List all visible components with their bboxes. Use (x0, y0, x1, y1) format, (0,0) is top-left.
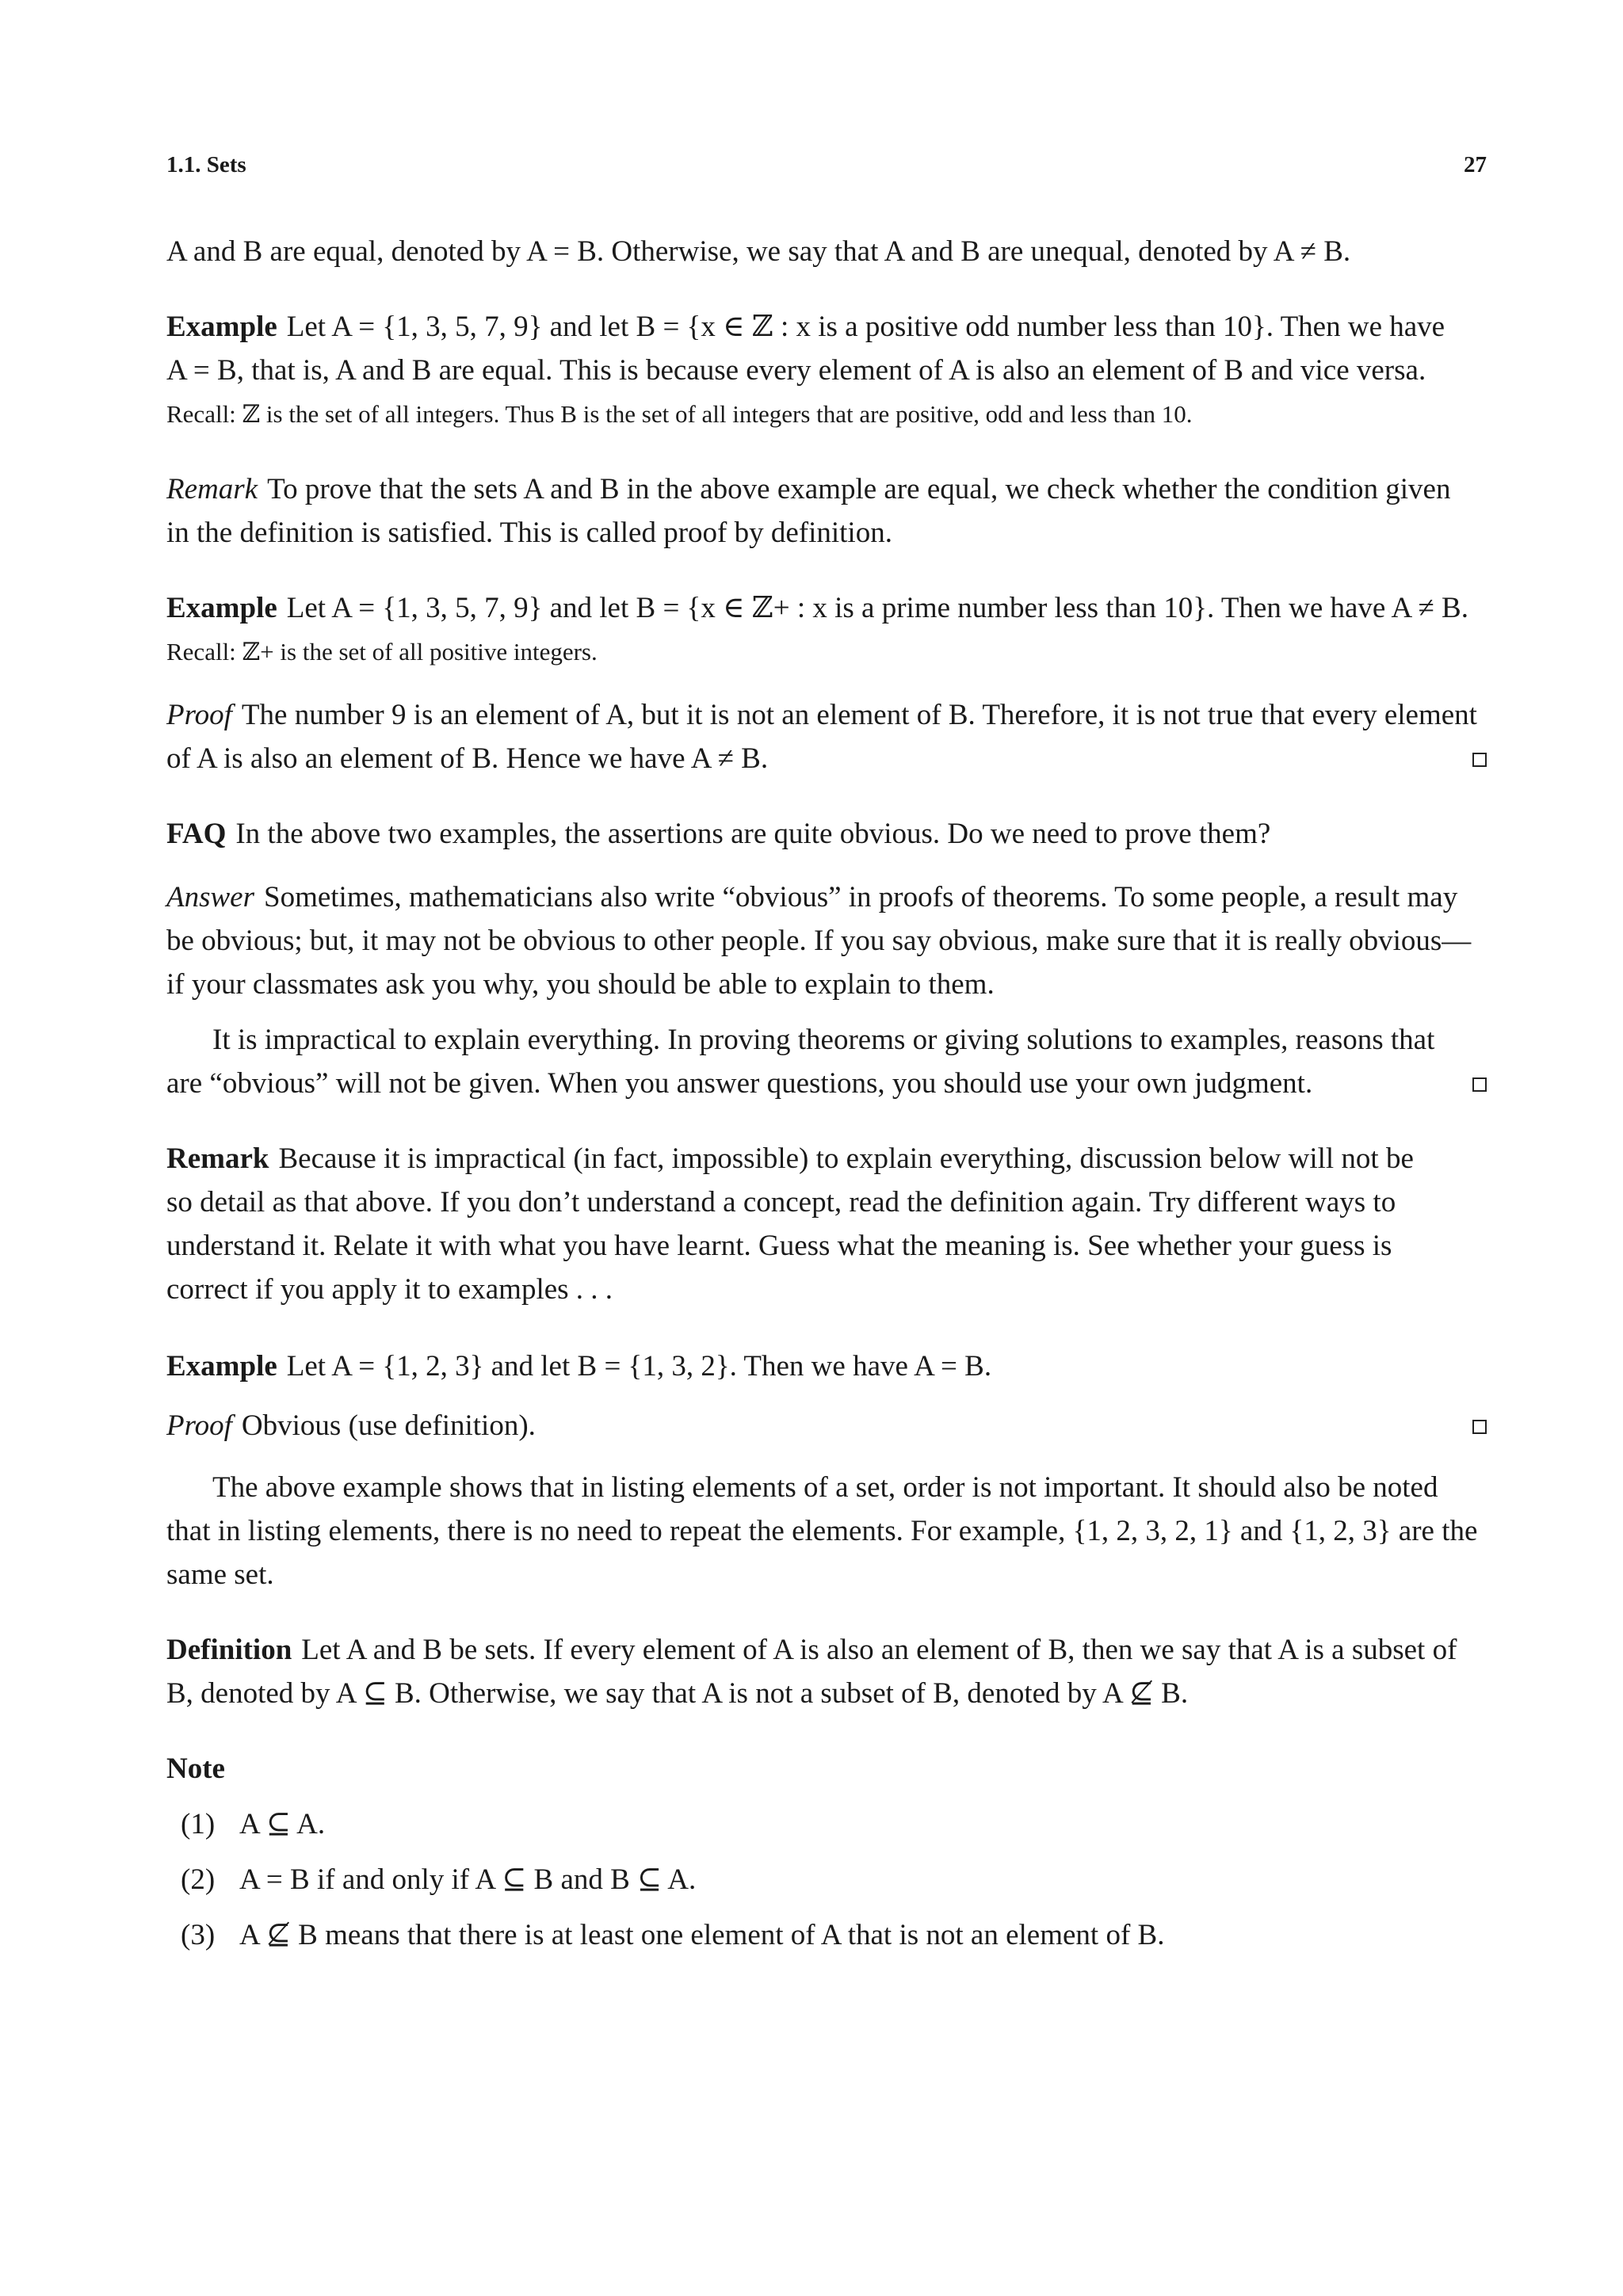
answer-line-3 (166, 963, 1487, 1006)
text-line: in the definition is satisfied. This is called proof by definition. (166, 517, 892, 549)
order-paragraph-line-2 (166, 1509, 1487, 1553)
text-line: understand it. Relate it with what you have learnt. Guess what the meaning is. See whether your guess is (166, 1230, 1392, 1262)
remark-2-line-3 (166, 1224, 1487, 1268)
running-head (166, 152, 1487, 184)
text-line: Obvious (use definition). (241, 1409, 536, 1442)
text-line: of A is also an element of B. Hence we have A ≠ B. (166, 742, 769, 775)
text-line: Let A = {1, 3, 5, 7, 9} and let B = {x ∈ ℤ+ : x is a prime number less than 10}. Then we have A ≠ B. (286, 592, 1468, 624)
page-number: 27 (1464, 152, 1487, 177)
faq (166, 812, 1487, 856)
text-line: same set. (166, 1558, 274, 1591)
note-item (181, 1913, 1164, 1957)
example-label: Example (166, 1350, 277, 1383)
example-label: Example (166, 311, 277, 343)
text-line: In the above two examples, the assertions are quite obvious. Do we need to prove them? (235, 818, 1271, 850)
example-2-recall (166, 630, 1487, 673)
answer (166, 875, 1487, 919)
remark-2-line-4 (166, 1268, 1487, 1311)
remark-2 (166, 1137, 1487, 1180)
note-text: A ⊆ A. (239, 1808, 326, 1840)
recall-note: Recall: ℤ is the set of all integers. Thus B is the set of all integers that are positive, odd and less than 10. (166, 400, 1193, 428)
proof-label: Proof (166, 699, 232, 731)
text-line: Let A = {1, 3, 5, 7, 9} and let B = {x ∈ ℤ : x is a positive odd number less than 10}. Then we have (286, 311, 1445, 343)
text-line: are “obvious” will not be given. When you answer questions, you should use your own judgment. (166, 1067, 1313, 1100)
order-paragraph (166, 1466, 1487, 1509)
text-line: correct if you apply it to examples . . . (166, 1273, 613, 1306)
text-line: Let A = {1, 2, 3} and let B = {1, 3, 2}. Then we have A = B. (286, 1350, 992, 1383)
note-item (181, 1858, 696, 1901)
text-line: Because it is impractical (in fact, impossible) to explain everything, discussion below will not be (278, 1142, 1414, 1175)
remark-label: Remark (166, 1142, 269, 1175)
equality-definition-end (166, 230, 1487, 273)
answer-line-5 (166, 1062, 1487, 1105)
text-line: be obvious; but, it may not be obvious to other people. If you say obvious, make sure that it is really obvious— (166, 925, 1472, 957)
example-1 (166, 305, 1487, 349)
text-line: It is impractical to explain everything. In proving theorems or giving solutions to examples, reasons that (212, 1024, 1435, 1056)
text-line: The number 9 is an element of A, but it is not an element of B. Therefore, it is not true that every element (241, 699, 1477, 731)
remark-label: Remark (166, 473, 258, 505)
text-line: The above example shows that in listing elements of a set, order is not important. It should also be noted (212, 1471, 1438, 1504)
answer-line-4 (166, 1018, 1487, 1062)
note-text: A = B if and only if A ⊆ B and B ⊆ A. (239, 1863, 697, 1896)
proof-label: Proof (166, 1409, 232, 1442)
answer-line-2 (166, 919, 1487, 963)
note-item (181, 1802, 325, 1846)
text-line: B, denoted by A ⊆ B. Otherwise, we say that A is not a subset of B, denoted by A ⊈ B. (166, 1677, 1189, 1710)
note-number: (1) (181, 1808, 216, 1840)
proof-1 (166, 693, 1487, 737)
qed-square-icon (1472, 1077, 1487, 1092)
text-line: Sometimes, mathematicians also write “obvious” in proofs of theorems. To some people, a result may (264, 881, 1458, 913)
qed-square-icon (1472, 753, 1487, 767)
text-line: if your classmates ask you why, you should be able to explain to them. (166, 968, 995, 1001)
remark-2-line-2 (166, 1180, 1487, 1224)
subset-definition (166, 1628, 1487, 1672)
proof-2 (166, 1404, 1487, 1447)
definition-label: Definition (166, 1634, 292, 1666)
example-3 (166, 1344, 1487, 1388)
example-label: Example (166, 592, 277, 624)
section-title: 1.1. Sets (166, 152, 246, 177)
text-line: so detail as that above. If you don’t understand a concept, read the definition again. Try different ways to (166, 1186, 1396, 1219)
proof-1-line-2 (166, 737, 1487, 780)
text-line: Let A and B be sets. If every element of A is also an element of B, then we say that A is a subset of (301, 1634, 1457, 1666)
answer-label: Answer (166, 881, 254, 913)
order-paragraph-line-3 (166, 1553, 1487, 1596)
note-heading (166, 1747, 1487, 1791)
subset-definition-line-2 (166, 1672, 1487, 1715)
faq-label: FAQ (166, 818, 227, 850)
qed-square-icon (1472, 1420, 1487, 1434)
text-line: A = B, that is, A and B are equal. This is because every element of A is also an element of B and vice versa. (166, 354, 1426, 387)
note-number: (2) (181, 1863, 216, 1896)
recall-note: Recall: ℤ+ is the set of all positive integers. (166, 638, 598, 666)
example-1-line-2 (166, 349, 1487, 392)
note-text: A ⊈ B means that there is at least one element of A that is not an element of B. (239, 1919, 1165, 1951)
text-line: A and B are equal, denoted by A = B. Otherwise, we say that A and B are unequal, denoted by A ≠ B. (166, 235, 1351, 268)
remark-1 (166, 467, 1487, 511)
example-1-recall (166, 392, 1487, 436)
note-number: (3) (181, 1919, 216, 1951)
text-line: To prove that the sets A and B in the above example are equal, we check whether the condition given (267, 473, 1451, 505)
remark-1-line-2 (166, 511, 1487, 555)
text-line: that in listing elements, there is no need to repeat the elements. For example, {1, 2, 3, 2, 1} and {1, 2, 3} are the (166, 1515, 1478, 1547)
note-label: Note (166, 1753, 225, 1785)
example-2 (166, 586, 1487, 630)
document-page (166, 0, 1487, 2296)
